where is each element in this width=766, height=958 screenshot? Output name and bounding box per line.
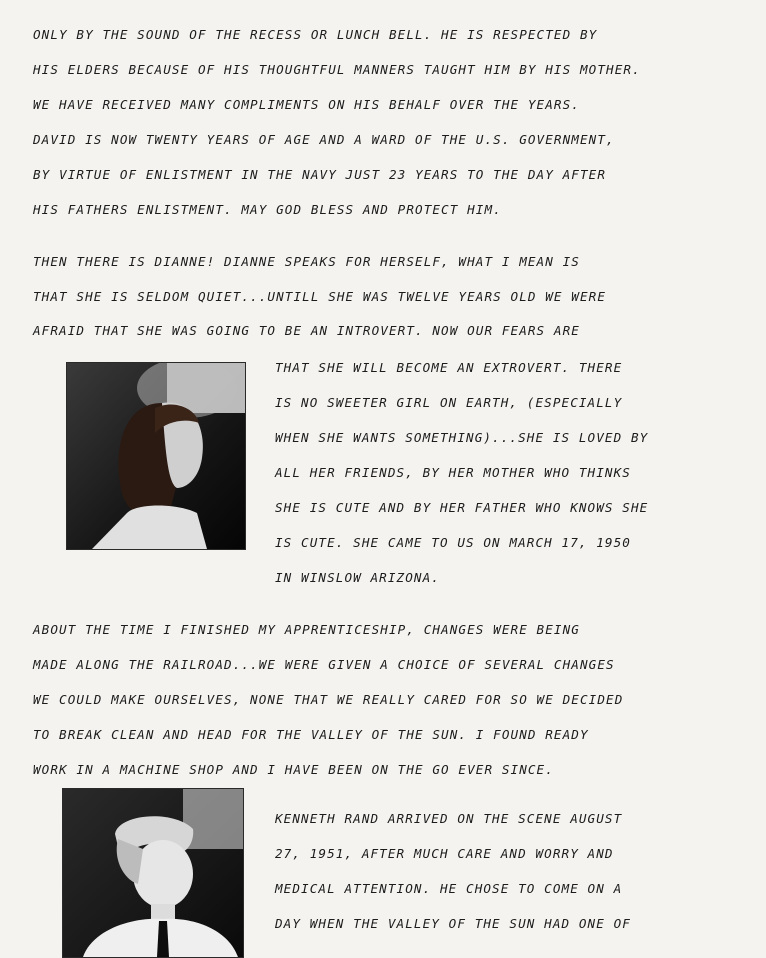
text-line: AFRAID THAT SHE WAS GOING TO BE AN INTROVERT. NOW OUR FEARS ARE — [33, 323, 580, 338]
text-line: HIS FATHERS ENLISTMENT. MAY GOD BLESS AND PROTECT HIM. — [33, 202, 502, 217]
text-line: ONLY BY THE SOUND OF THE RECESS OR LUNCH BELL. HE IS RESPECTED BY — [33, 27, 598, 42]
text-line: MEDICAL ATTENTION. HE CHOSE TO COME ON A — [275, 881, 623, 896]
text-line: ALL HER FRIENDS, BY HER MOTHER WHO THINKS — [275, 465, 631, 480]
text-line: DAVID IS NOW TWENTY YEARS OF AGE AND A WARD OF THE U.S. GOVERNMENT, — [33, 132, 615, 147]
text-line: THAT SHE IS SELDOM QUIET...UNTILL SHE WAS TWELVE YEARS OLD WE WERE — [33, 289, 607, 304]
text-line: WE COULD MAKE OURSELVES, NONE THAT WE REALLY CARED FOR SO WE DECIDED — [33, 692, 624, 707]
text-line: THAT SHE WILL BECOME AN EXTROVERT. THERE — [275, 360, 623, 375]
text-line: DAY WHEN THE VALLEY OF THE SUN HAD ONE OF — [275, 916, 631, 931]
text-line: KENNETH RAND ARRIVED ON THE SCENE AUGUST — [275, 811, 623, 826]
text-line: SHE IS CUTE AND BY HER FATHER WHO KNOWS SHE — [275, 500, 649, 515]
text-line: WHEN SHE WANTS SOMETHING)...SHE IS LOVED BY — [275, 430, 649, 445]
text-line: ABOUT THE TIME I FINISHED MY APPRENTICESHIP, CHANGES WERE BEING — [33, 622, 580, 637]
text-line: THEN THERE IS DIANNE! DIANNE SPEAKS FOR HERSELF, WHAT I MEAN IS — [33, 254, 580, 269]
dianne-photo — [66, 362, 246, 550]
text-line: 27, 1951, AFTER MUCH CARE AND WORRY AND — [275, 846, 614, 861]
text-line: HIS ELDERS BECAUSE OF HIS THOUGHTFUL MANNERS TAUGHT HIM BY HIS MOTHER. — [33, 62, 641, 77]
text-line: IN WINSLOW ARIZONA. — [275, 570, 440, 585]
text-line: TO BREAK CLEAN AND HEAD FOR THE VALLEY OF THE SUN. I FOUND READY — [33, 727, 589, 742]
text-line: WORK IN A MACHINE SHOP AND I HAVE BEEN ON THE GO EVER SINCE. — [33, 762, 554, 777]
text-line: IS NO SWEETER GIRL ON EARTH, (ESPECIALLY — [275, 395, 623, 410]
kenneth-photo — [62, 788, 244, 958]
text-line: BY VIRTUE OF ENLISTMENT IN THE NAVY JUST 23 YEARS TO THE DAY AFTER — [33, 167, 607, 182]
text-line: MADE ALONG THE RAILROAD...WE WERE GIVEN A CHOICE OF SEVERAL CHANGES — [33, 657, 615, 672]
text-line: WE HAVE RECEIVED MANY COMPLIMENTS ON HIS BEHALF OVER THE YEARS. — [33, 97, 580, 112]
text-line: IS CUTE. SHE CAME TO US ON MARCH 17, 1950 — [275, 535, 631, 550]
